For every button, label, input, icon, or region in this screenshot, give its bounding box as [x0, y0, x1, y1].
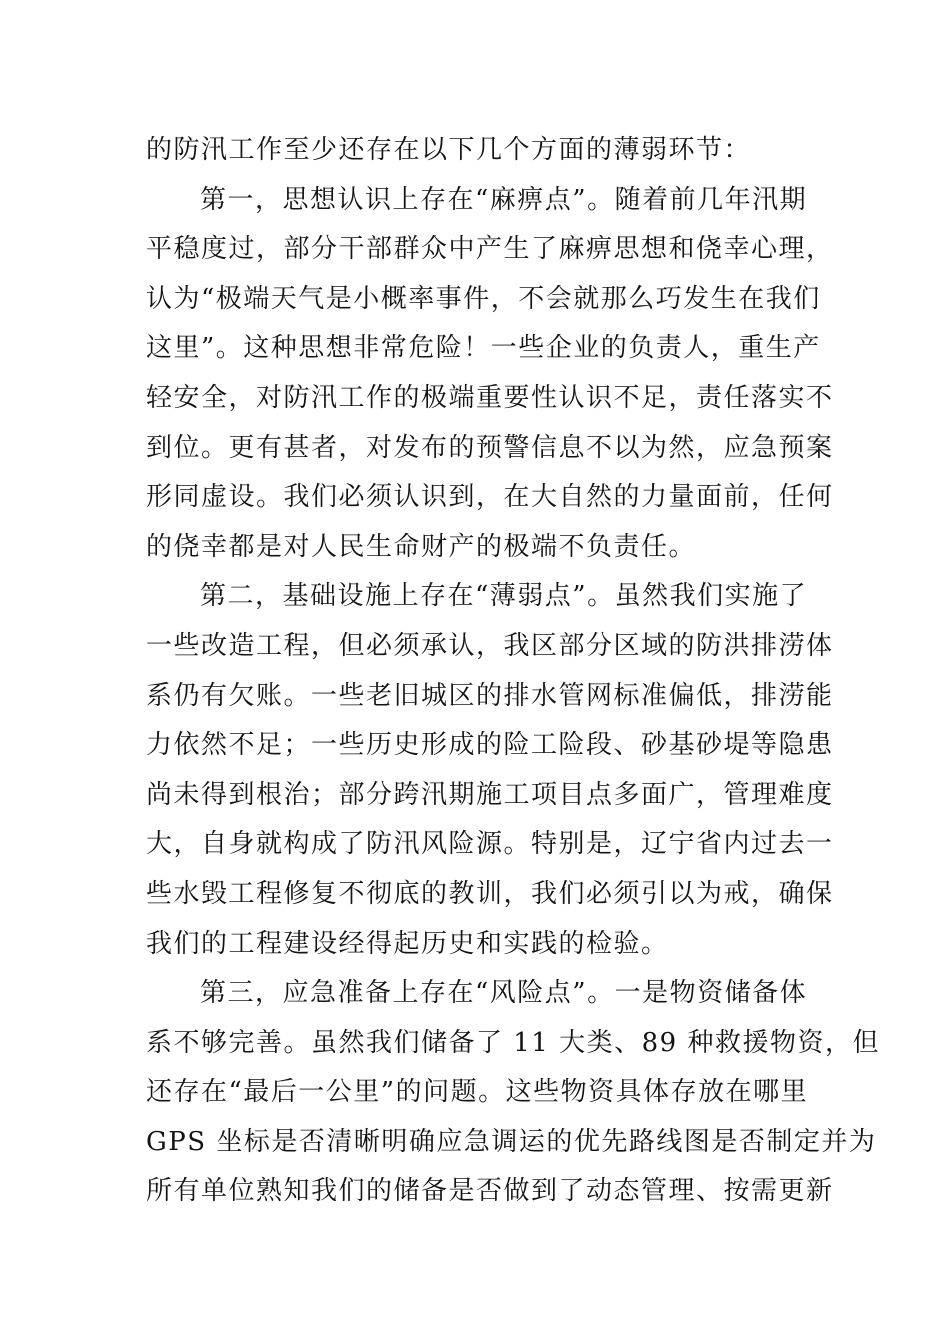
text-line: 还存在“最后一公里”的问题。这些物资具体存放在哪里 — [146, 1077, 809, 1108]
text-line: 轻安全，对防汛工作的极端重要性认识不足，责任落实不 — [146, 382, 834, 413]
paragraph-first-line: 第一，思想认识上存在“麻痹点”。随着前几年汛期 — [200, 184, 808, 215]
paragraph-first-line: 第二，基础设施上存在“薄弱点”。虽然我们实施了 — [200, 581, 808, 612]
text-line: 到位。更有甚者，对发布的预警信息不以为然，应急预案 — [146, 432, 834, 463]
text-line: 这里”。这种思想非常危险！一些企业的负责人，重生产 — [146, 333, 821, 364]
text-line: 平稳度过，部分干部群众中产生了麻痹思想和侥幸心理， — [146, 234, 834, 265]
text-line: 形同虚设。我们必须认识到，在大自然的力量面前，任何 — [146, 482, 834, 513]
text-line: GPS 坐标是否清晰明确应急调运的优先路线图是否制定并为 — [146, 1126, 877, 1157]
text-line: 些水毁工程修复不彻底的教训，我们必须引以为戒，确保 — [146, 878, 834, 909]
text-line: 大，自身就构成了防汛风险源。特别是，辽宁省内过去一 — [146, 829, 834, 860]
text-line: 系不够完善。虽然我们储备了 11 大类、89 种救援物资，但 — [146, 1027, 880, 1058]
paragraph-first-line: 第三，应急准备上存在“风险点”。一是物资储备体 — [200, 978, 808, 1009]
text-line: 所有单位熟知我们的储备是否做到了动态管理、按需更新 — [146, 1176, 834, 1207]
text-line: 系仍有欠账。一些老旧城区的排水管网标准偏低，排涝能 — [146, 680, 834, 711]
text-line: 的防汛工作至少还存在以下几个方面的薄弱环节： — [146, 135, 752, 165]
text-line: 认为“极端天气是小概率事件，不会就那么巧发生在我们 — [146, 283, 821, 314]
text-line: 我们的工程建设经得起历史和实践的检验。 — [146, 928, 669, 959]
document-body — [146, 126, 880, 1217]
text-line: 尚未得到根治；部分跨汛期施工项目点多面广，管理难度 — [146, 779, 834, 810]
text-line: 力依然不足；一些历史形成的险工险段、砂基砂堤等隐患 — [146, 730, 834, 761]
text-line: 的侥幸都是对人民生命财产的极端不负责任。 — [146, 531, 697, 562]
text-line: 一些改造工程，但必须承认，我区部分区域的防洪排涝体 — [146, 630, 834, 661]
